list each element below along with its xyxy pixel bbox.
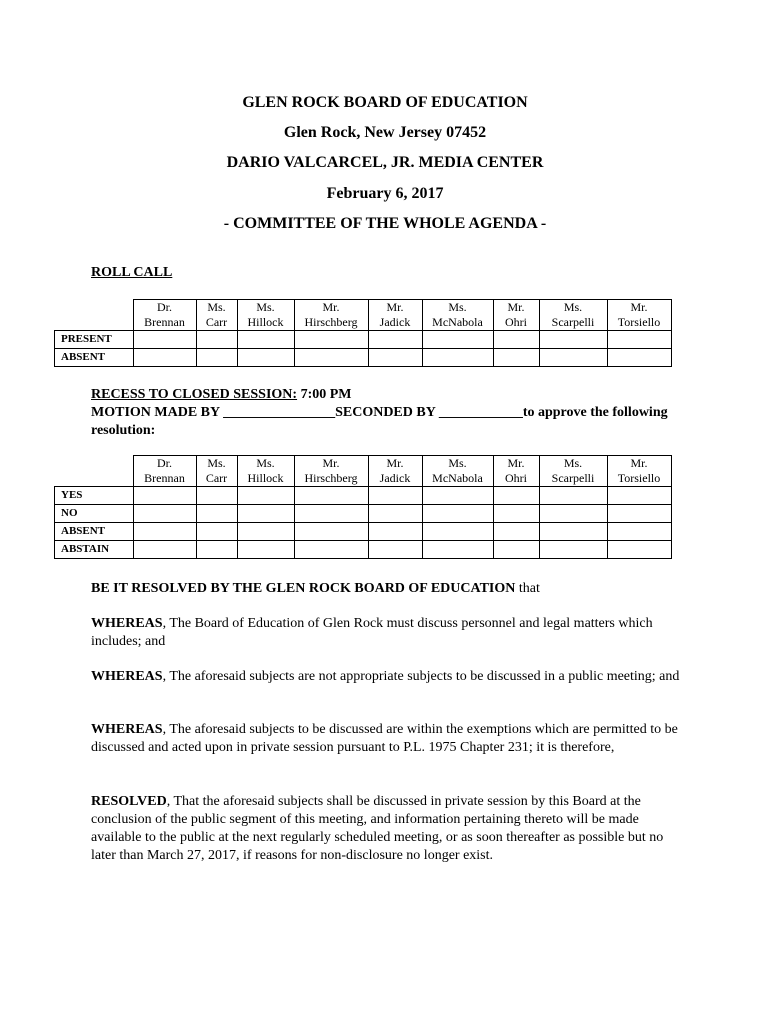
vote-cell bbox=[493, 505, 539, 523]
member-name: Scarpelli bbox=[551, 315, 595, 329]
member-title: Mr. bbox=[322, 456, 340, 470]
whereas-paragraph-2 bbox=[91, 668, 681, 686]
board-title: GLEN ROCK BOARD OF EDUCATION bbox=[242, 94, 528, 111]
member-title: Mr. bbox=[630, 456, 648, 470]
member-header bbox=[607, 300, 671, 331]
vote-cell bbox=[539, 505, 607, 523]
member-title: Mr. bbox=[386, 300, 404, 314]
vote-cell bbox=[237, 487, 294, 505]
member-header bbox=[539, 300, 607, 331]
whereas-label: WHEREAS bbox=[91, 669, 163, 684]
resolved-paragraph bbox=[91, 793, 681, 865]
member-title: Ms. bbox=[563, 456, 583, 470]
vote-cell bbox=[196, 541, 237, 559]
member-title: Ms. bbox=[563, 300, 583, 314]
table-corner bbox=[55, 300, 134, 331]
member-header bbox=[368, 300, 422, 331]
table-row bbox=[55, 523, 672, 541]
table-row bbox=[55, 331, 672, 349]
member-header bbox=[539, 456, 607, 487]
member-header bbox=[607, 456, 671, 487]
resolved-text: , That the aforesaid subjects shall be discussed in private session by this Board at the conclusion of the public segment of this meeting, and information pertaining thereto will be made available to the public at the next regularly scheduled meeting, or as soon thereafter as possible but no later than March 27, 2017, if reasons for non-disclosure no longer exist. bbox=[91, 794, 664, 863]
vote-cell bbox=[133, 541, 196, 559]
vote-cell bbox=[539, 331, 607, 349]
vote-cell bbox=[196, 349, 237, 367]
table-row bbox=[55, 541, 672, 559]
vote-cell bbox=[294, 523, 368, 541]
whereas-paragraph-3 bbox=[91, 721, 681, 757]
member-name: Carr bbox=[205, 315, 228, 329]
roll-call-heading: ROLL CALL bbox=[91, 265, 173, 280]
vote-cell bbox=[422, 487, 493, 505]
member-name: Torsiello bbox=[617, 471, 661, 485]
resolved-label: RESOLVED bbox=[91, 794, 167, 809]
member-header bbox=[237, 300, 294, 331]
vote-cell bbox=[294, 487, 368, 505]
member-name: Brennan bbox=[144, 471, 185, 485]
table-row bbox=[55, 349, 672, 367]
vote-cell bbox=[607, 349, 671, 367]
member-header bbox=[294, 300, 368, 331]
resolution-intro-bold: BE IT RESOLVED BY THE GLEN ROCK BOARD OF EDUCATION bbox=[91, 581, 516, 596]
member-title: Mr. bbox=[322, 300, 340, 314]
table-corner bbox=[55, 456, 134, 487]
member-name: Hillock bbox=[247, 471, 284, 485]
vote-cell bbox=[539, 541, 607, 559]
member-header bbox=[196, 300, 237, 331]
vote-cell bbox=[607, 487, 671, 505]
vote-cell bbox=[133, 505, 196, 523]
vote-cell bbox=[133, 331, 196, 349]
vote-cell bbox=[294, 541, 368, 559]
vote-row-label: ABSTAIN bbox=[55, 541, 134, 559]
vote-cell bbox=[422, 331, 493, 349]
member-name: Jadick bbox=[379, 471, 411, 485]
vote-cell bbox=[422, 505, 493, 523]
member-header bbox=[493, 456, 539, 487]
vote-cell bbox=[539, 487, 607, 505]
vote-table bbox=[54, 455, 672, 559]
meeting-date: February 6, 2017 bbox=[326, 185, 444, 202]
member-title: Ms. bbox=[256, 456, 275, 470]
vote-cell bbox=[493, 349, 539, 367]
member-name: Jadick bbox=[379, 315, 411, 329]
member-title: Mr. bbox=[630, 300, 648, 314]
board-location: Glen Rock, New Jersey 07452 bbox=[283, 124, 487, 141]
whereas-text: , The Board of Education of Glen Rock must discuss personnel and legal matters which includes; and bbox=[91, 616, 653, 649]
member-header bbox=[133, 456, 196, 487]
recess-block bbox=[91, 386, 691, 440]
member-name: Ohri bbox=[505, 471, 527, 485]
meeting-venue: DARIO VALCARCEL, JR. MEDIA CENTER bbox=[226, 154, 544, 171]
vote-cell bbox=[237, 331, 294, 349]
member-title: Mr. bbox=[507, 300, 525, 314]
resolution-intro bbox=[91, 580, 681, 598]
vote-cell bbox=[368, 349, 422, 367]
vote-cell bbox=[196, 487, 237, 505]
whereas-text: , The aforesaid subjects to be discussed are within the exemptions which are permitted to be discussed and acted upon in private session pursuant to P.L. 1975 Chapter 231; it is therefore, bbox=[91, 722, 678, 755]
roll-call-table bbox=[54, 299, 672, 367]
vote-cell bbox=[196, 505, 237, 523]
member-name: Hillock bbox=[247, 315, 284, 329]
whereas-paragraph-1 bbox=[91, 615, 681, 651]
vote-cell bbox=[539, 523, 607, 541]
vote-cell bbox=[607, 541, 671, 559]
member-name: Ohri bbox=[505, 315, 527, 329]
roll-call-row-label: PRESENT bbox=[55, 331, 134, 349]
member-title: Ms. bbox=[448, 300, 467, 314]
recess-heading: RECESS TO CLOSED SESSION: bbox=[91, 387, 298, 402]
vote-cell bbox=[237, 349, 294, 367]
member-name: Hirschberg bbox=[304, 315, 358, 329]
member-header bbox=[237, 456, 294, 487]
member-header bbox=[294, 456, 368, 487]
vote-cell bbox=[493, 541, 539, 559]
member-header bbox=[422, 300, 493, 331]
member-title: Mr. bbox=[386, 456, 404, 470]
vote-cell bbox=[493, 331, 539, 349]
vote-cell bbox=[368, 331, 422, 349]
member-header bbox=[493, 300, 539, 331]
vote-row-label: NO bbox=[55, 505, 134, 523]
vote-cell bbox=[237, 541, 294, 559]
resolution-intro-rest: that bbox=[515, 581, 540, 596]
member-title: Dr. bbox=[157, 456, 172, 470]
vote-cell bbox=[133, 523, 196, 541]
agenda-title: - COMMITTEE OF THE WHOLE AGENDA - bbox=[223, 215, 547, 232]
member-title: Mr. bbox=[507, 456, 525, 470]
table-row bbox=[55, 487, 672, 505]
member-name: Brennan bbox=[144, 315, 185, 329]
vote-cell bbox=[422, 541, 493, 559]
vote-cell bbox=[237, 505, 294, 523]
vote-cell bbox=[493, 487, 539, 505]
motion-text: MOTION MADE BY ________________SECONDED BY ____________to approve the following resolution: bbox=[91, 405, 668, 438]
vote-cell bbox=[196, 523, 237, 541]
vote-cell bbox=[539, 349, 607, 367]
vote-cell bbox=[294, 349, 368, 367]
vote-cell bbox=[133, 349, 196, 367]
member-header bbox=[368, 456, 422, 487]
table-row bbox=[55, 505, 672, 523]
member-header bbox=[133, 300, 196, 331]
member-header bbox=[196, 456, 237, 487]
member-name: McNabola bbox=[432, 315, 483, 329]
member-name: Scarpelli bbox=[551, 471, 595, 485]
vote-cell bbox=[368, 523, 422, 541]
vote-cell bbox=[196, 331, 237, 349]
vote-cell bbox=[133, 487, 196, 505]
recess-time: 7:00 PM bbox=[300, 387, 352, 402]
member-name: McNabola bbox=[432, 471, 483, 485]
member-name: Torsiello bbox=[617, 315, 661, 329]
member-title: Dr. bbox=[157, 300, 172, 314]
vote-cell bbox=[422, 349, 493, 367]
whereas-label: WHEREAS bbox=[91, 722, 163, 737]
vote-cell bbox=[368, 505, 422, 523]
member-header bbox=[422, 456, 493, 487]
member-title: Ms. bbox=[207, 300, 226, 314]
vote-cell bbox=[294, 331, 368, 349]
roll-call-row-label: ABSENT bbox=[55, 349, 134, 367]
whereas-text: , The aforesaid subjects are not appropriate subjects to be discussed in a public meeting; and bbox=[162, 669, 680, 684]
member-title: Ms. bbox=[256, 300, 275, 314]
member-title: Ms. bbox=[207, 456, 226, 470]
vote-row-label: ABSENT bbox=[55, 523, 134, 541]
vote-cell bbox=[607, 331, 671, 349]
whereas-label: WHEREAS bbox=[91, 616, 163, 631]
vote-cell bbox=[422, 523, 493, 541]
vote-cell bbox=[607, 523, 671, 541]
member-title: Ms. bbox=[448, 456, 467, 470]
vote-cell bbox=[237, 523, 294, 541]
vote-cell bbox=[294, 505, 368, 523]
vote-cell bbox=[493, 523, 539, 541]
member-name: Carr bbox=[205, 471, 228, 485]
vote-cell bbox=[368, 541, 422, 559]
vote-cell bbox=[368, 487, 422, 505]
member-name: Hirschberg bbox=[304, 471, 358, 485]
vote-row-label: YES bbox=[55, 487, 134, 505]
vote-cell bbox=[607, 505, 671, 523]
